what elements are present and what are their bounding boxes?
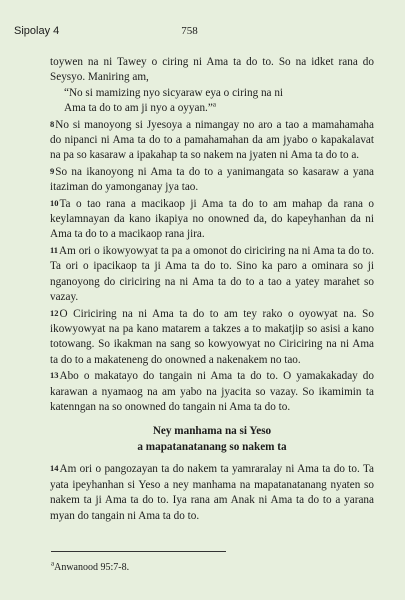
paragraph: toywen na ni Tawey o ciring ni Ama ta do to. So na idket rana do Seysyo. Maniring am,	[50, 56, 374, 84]
quote-line: “No si mamizing nyo sicyaraw eya o ciring na ni	[64, 86, 284, 99]
verse-11: 11Am ori o ikowyowyat ta pa a omonot do ciriciring na ni Ama ta do to. Ta ori o ipacikaop ta ji Ama ta do to. Sino ka paro a ominara so ji nganoyong do ciriciring na ni Ama ta do to a tao a yatey marahet so vazay.	[50, 244, 374, 304]
verse-number: 14	[50, 463, 59, 474]
verse-number: 10	[50, 197, 59, 208]
verse-9: 9So na ikanoyong ni Ama ta do to a yanimangata so kasaraw a yana itaziman do yamonganay jya tao.	[50, 165, 374, 194]
quote-line: Ama ta do to am ji nyo a oyyan.”$^a$	[64, 100, 216, 115]
verse-number: 13	[50, 370, 59, 381]
book-chapter: Sipolay 4	[14, 25, 60, 37]
footnote-divider	[51, 551, 226, 552]
section-heading: Ney manhama na si Yeso a mapatanatanang so nakem ta	[137, 425, 287, 454]
verse-number: 12	[50, 307, 59, 318]
verse-number: 9	[50, 165, 55, 176]
verse-8: 8No si manoyong si Jyesoya a nimangay no aro a tao a mamahamaha do nipanci ni Ama ta do to a pamahamahan da am jyabo o kapakalavat na pa so kasaraw a ipakahap ta so nakem na jyaten ni Ama ta do to a.	[50, 118, 374, 162]
footnote-marker: a	[212, 100, 216, 109]
page-number: 758	[181, 25, 198, 37]
page-header	[14, 25, 365, 41]
verse-number: 11	[50, 244, 59, 255]
verse-14: 14Am ori o pangozayan ta do nakem ta yamraralay ni Ama ta do to. Ta yata ipeyhanhan si Yeso a ney manhama na mapatanatanang nyaten so nakem ta ji Ama ta do to. Iya rana am Anak ni Ama ta do to a yarana myan do tangain ni Ama ta do to.	[50, 463, 374, 522]
footnote-mark: a	[51, 559, 55, 568]
verse-12: 12O Ciriciring na ni Ama ta do to am tey rako o oyowyat na. So ikowyowyat na pa kano matarem a takzes a to makatjip so asisi a kano totowang. So ikakman na sang so kowyowyat no Ciriciring na ni Ama ta do to a makateneng do onowned a nakenakem no tao.	[50, 307, 374, 366]
verse-10: 10Ta o tao rana a macikaop ji Ama ta do to am mahap da rana o keylamnayan da kano ikapiya no onowned da, do kapeyhanhan da ni Ama ta do to a macikaop rana jira.	[50, 197, 374, 241]
page-body	[50, 55, 374, 524]
verse-number: 8	[50, 118, 55, 129]
footnote: $^a$Anwanood 95:7-8.	[51, 559, 130, 573]
verse-13: 13Abo o makatayo do tangain ni Ama ta do to. O yamakakaday do karawan a nyamaog na am yabo na jyacita so vazay. So ikamimin ta katenngan na so onowned do tangain ni Ama ta do to.	[50, 370, 374, 413]
